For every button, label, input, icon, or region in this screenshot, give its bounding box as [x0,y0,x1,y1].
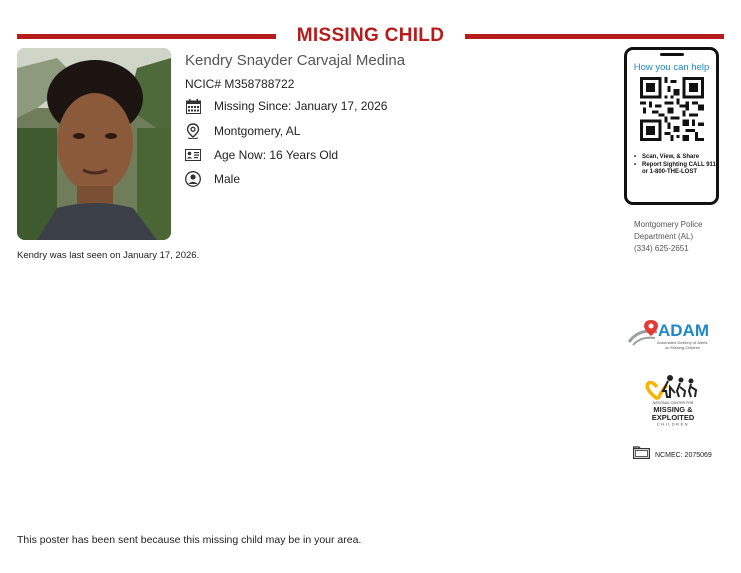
sex-text: Male [214,172,241,186]
help-step-report: • Report Sighting CALL 911 or 1-800-THE-LOST [633,162,717,177]
calendar-icon [185,98,201,114]
case-number: NCMEC: 2075069 [655,451,712,459]
agency-phone[interactable]: (334) 625-2651 [634,244,689,253]
agency-contact [634,219,702,255]
circumstance-summary: Kendry was last seen on January 17, 2026. [17,250,200,261]
adam-tagline-1: Automated Delivery of Alerts [657,340,708,345]
agency-name-line2: Department (AL) [634,232,694,241]
person-icon [185,171,201,187]
help-steps [633,154,717,177]
sex-row [185,170,241,188]
map-pin-icon [185,123,201,139]
child-name: Kendry Snayder Carvajal Medina [185,52,406,69]
phone-notch [660,53,684,56]
ncmec-logo [643,369,703,429]
child-photo [17,48,171,240]
adam-tagline-2: on Missing Children [665,345,701,350]
ncmec-line2: MISSING & [653,405,693,414]
case-number-row [633,446,712,464]
location-row [185,122,301,140]
page-title: MISSING CHILD [296,25,445,46]
help-step-share: • Scan, View, & Share [633,154,717,162]
ncic-number: NCIC# M358788722 [185,77,295,91]
missing-since-text: Missing Since: January 17, 2026 [214,99,388,113]
ncmec-line1: NATIONAL CENTER FOR [652,401,694,405]
help-card-title: How you can help [633,62,710,73]
location-text: Montgomery, AL [214,124,301,138]
agency-name-line1: Montgomery Police [634,220,703,229]
missing-since-row [185,97,388,115]
id-card-icon [185,147,201,163]
adam-logo [627,318,719,354]
age-row [185,146,339,164]
age-text: Age Now: 16 Years Old [214,148,339,162]
help-card [624,47,719,205]
adam-wordmark: ADAM [658,321,709,340]
ncmec-line3: EXPLOITED [651,413,695,422]
qr-code[interactable] [640,77,704,141]
folder-icon [633,446,650,464]
footer-note: This poster has been sent because this missing child may be in your area. [17,534,362,546]
ncmec-line4: CHILDREN [656,422,690,427]
